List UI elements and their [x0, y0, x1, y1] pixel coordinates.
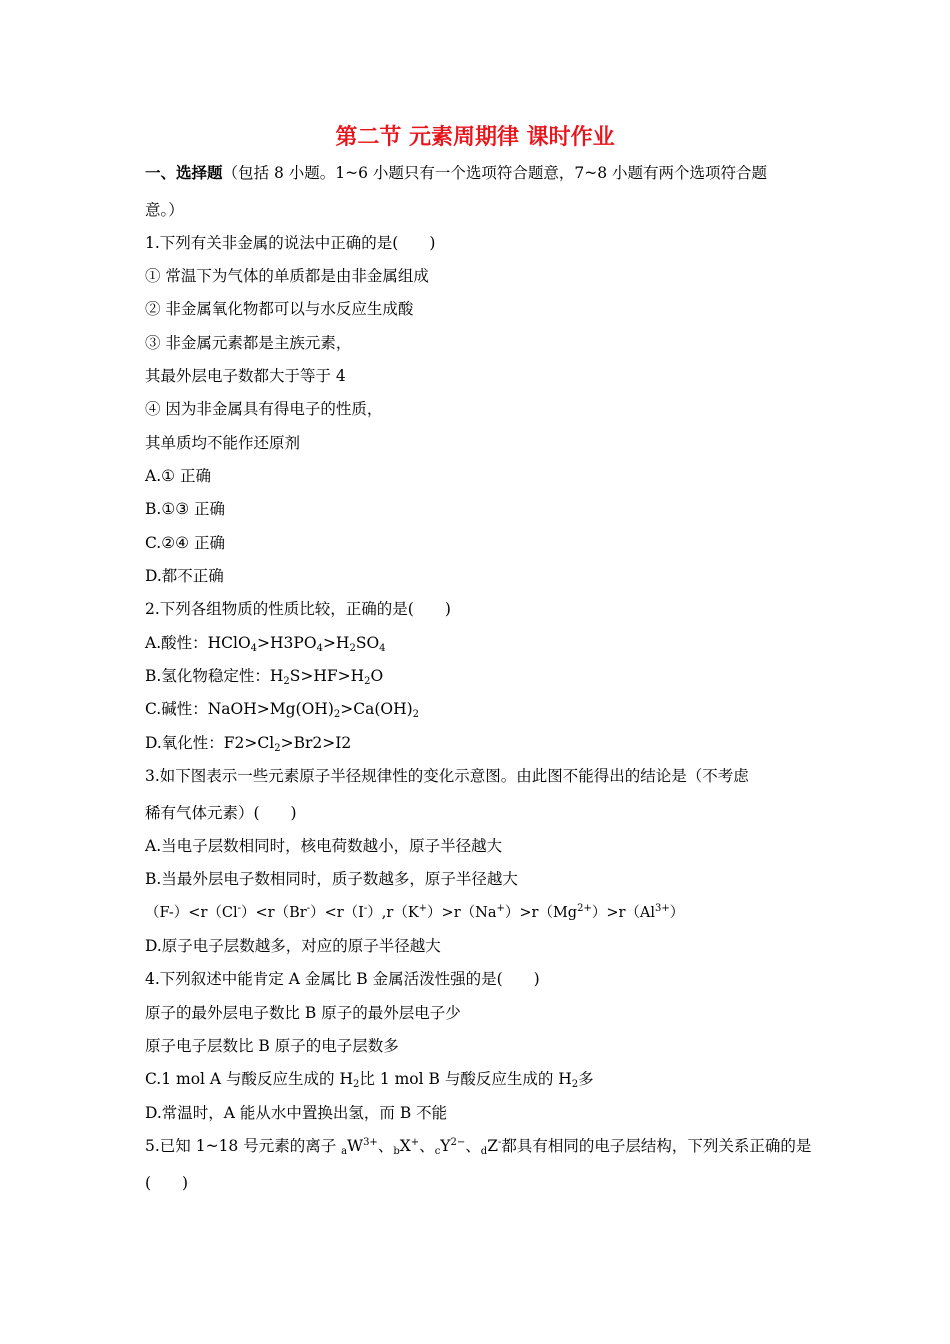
q3-option-a: A.当电子层数相同时，核电荷数越小，原子半径越大 — [145, 837, 503, 855]
q2-c-text: >Ca(OH) — [340, 700, 413, 718]
q2-a-text: >H — [322, 634, 350, 652]
q3-option-b: B.当最外层电子数相同时，质子数越多，原子半径越大 — [145, 870, 518, 888]
superscript: + — [418, 903, 428, 914]
superscript: 2− — [450, 1137, 466, 1148]
q3-c-text: ）<r（Br — [241, 905, 307, 921]
q2-option-b — [145, 665, 810, 687]
section-intro-cont: 意。） — [145, 201, 184, 219]
superscript: + — [410, 1137, 420, 1148]
q2-b-text: B.氢化物稳定性：H — [145, 667, 284, 685]
q3-c-text: ）>r（Na — [427, 905, 497, 921]
q2-a-text: SO — [355, 634, 380, 652]
q2-a-text: A.酸性：HClO — [145, 634, 251, 652]
q5-text: Y — [440, 1137, 451, 1155]
q3-c-text: ）>r（Mg — [504, 905, 578, 921]
q4-option-d: D.常温时，A 能从水中置换出氢，而 B 不能 — [145, 1104, 448, 1122]
q5-text: 、 — [377, 1137, 394, 1155]
subscript: 2 — [274, 743, 281, 754]
page-title: 第二节 元素周期律 课时作业 — [335, 125, 615, 150]
subscript: 2 — [364, 676, 371, 687]
q1-statement-3: ③ 非金属元素都是主族元素， — [145, 334, 352, 352]
q3-stem-cont: 稀有气体元素）( ) — [145, 804, 297, 822]
q1-statement-4: ④ 因为非金属具有得电子的性质， — [145, 400, 383, 418]
subscript: 2 — [283, 676, 290, 687]
superscript: 3+ — [655, 903, 670, 914]
subscript: d — [480, 1146, 488, 1157]
q5-stem-cont: ( ) — [145, 1174, 189, 1192]
subscript: b — [393, 1146, 400, 1157]
q1-option-d: D.都不正确 — [145, 567, 224, 585]
q3-c-text: ）,r（K — [367, 905, 419, 921]
q5-text: W — [347, 1137, 364, 1155]
q2-a-text: >H3PO — [257, 634, 317, 652]
q4-option-c — [145, 1068, 810, 1090]
q1-option-a: A.① 正确 — [145, 467, 211, 485]
q1-statement-1: ① 常温下为气体的单质都是由非金属组成 — [145, 267, 429, 285]
q3-c-text: ）>r（Al — [591, 905, 656, 921]
superscript: - — [306, 903, 311, 914]
subscript: c — [434, 1146, 441, 1157]
subscript: 2 — [353, 1079, 360, 1090]
q5-text: Z — [487, 1137, 498, 1155]
superscript: - — [237, 903, 242, 914]
q2-b-text: S>HF>H — [289, 667, 365, 685]
superscript: + — [496, 903, 505, 914]
q2-stem: 2.下列各组物质的性质比较，正确的是( ) — [145, 600, 451, 618]
q1-statement-2: ② 非金属氧化物都可以与水反应生成酸 — [145, 300, 414, 318]
q1-statement-3-cont: 其最外层电子数都大于等于 4 — [145, 367, 346, 385]
q5-text: X — [399, 1137, 411, 1155]
subscript: 4 — [250, 643, 258, 654]
q2-d-text: >Br2>I2 — [280, 734, 352, 752]
subscript: 2 — [349, 643, 356, 654]
q2-option-a — [145, 632, 810, 654]
superscript: 2+ — [577, 903, 592, 914]
subscript: 2 — [571, 1079, 579, 1090]
q5-text: 都具有相同的电子层结构，下列关系正确的是 — [501, 1137, 812, 1155]
q2-option-d — [145, 732, 810, 754]
q5-text: 5.已知 1~18 号元素的离子 — [145, 1137, 342, 1155]
q3-c-text: （F-）<r（Cl — [145, 905, 238, 921]
q4-c-text: 多 — [578, 1070, 594, 1088]
subscript: 4 — [316, 643, 323, 654]
subscript: 4 — [379, 643, 386, 654]
q3-c-text: ）<r（I — [310, 905, 364, 921]
q2-b-text: O — [370, 667, 384, 685]
q4-option-b: 原子电子层数比 B 原子的电子层数多 — [145, 1037, 399, 1055]
superscript: - — [497, 1137, 502, 1148]
q3-stem: 3.如下图表示一些元素原子半径规律性的变化示意图。由此图不能得出的结论是（不考虑 — [145, 767, 749, 785]
superscript: 3+ — [363, 1137, 378, 1148]
q5-text: 、 — [465, 1137, 481, 1155]
q5-stem — [145, 1135, 810, 1157]
q1-statement-4-cont: 其单质均不能作还原剂 — [145, 434, 301, 452]
q4-c-text: 比 1 mol B 与酸反应生成的 H — [359, 1070, 572, 1088]
q1-option-c: C.②④ 正确 — [145, 534, 225, 552]
subscript: 2 — [333, 709, 341, 720]
q4-stem: 4.下列叙述中能肯定 A 金属比 B 金属活泼性强的是( ) — [145, 970, 540, 988]
q2-option-c — [145, 698, 810, 720]
q3-c-text: ） — [669, 905, 685, 921]
section-intro-line — [145, 162, 810, 184]
subscript: a — [341, 1146, 348, 1157]
q3-option-c — [145, 902, 810, 924]
q2-c-text: C.碱性：NaOH>Mg(OH) — [145, 700, 334, 718]
q4-option-a: 原子的最外层电子数比 B 原子的最外层电子少 — [145, 1004, 461, 1022]
q3-option-d: D.原子电子层数越多，对应的原子半径越大 — [145, 937, 441, 955]
q1-stem: 1.下列有关非金属的说法中正确的是( ) — [145, 234, 436, 252]
q1-option-b: B.①③ 正确 — [145, 500, 226, 518]
q2-d-text: D.氧化性：F2>Cl — [145, 734, 275, 752]
q4-c-text: C.1 mol A 与酸反应生成的 H — [145, 1070, 354, 1088]
superscript: - — [363, 903, 368, 914]
section-intro: （包括 8 小题。1~6 小题只有一个选项符合题意，7~8 小题有两个选项符合题 — [222, 164, 768, 182]
subscript: 2 — [412, 709, 420, 720]
q5-text: 、 — [419, 1137, 435, 1155]
section-heading: 一、选择题 — [145, 164, 223, 182]
